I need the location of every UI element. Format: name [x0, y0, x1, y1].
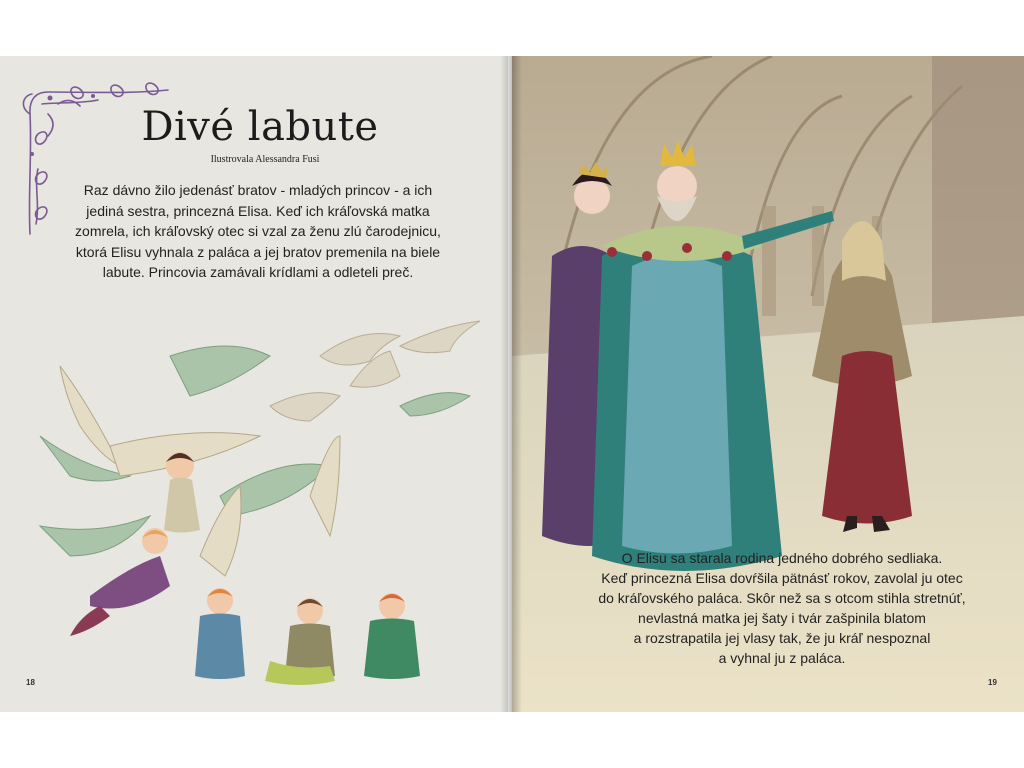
text-line: labute. Princovia zamávali krídlami a odleteli preč.	[102, 264, 414, 280]
text-line: ktorá Elisu vyhnala z paláca a jej bratov premenila na biele	[75, 243, 441, 260]
text-line: a rozstrapatila jej vlasy tak, že ju kráľ nespoznal	[633, 630, 931, 646]
intro-paragraph	[58, 180, 458, 283]
story-paragraph	[572, 548, 992, 668]
page-number: 19	[988, 678, 997, 687]
text-line: zomrela, ich kráľovský otec si vzal za ženu zlú čarodejnicu,	[75, 223, 441, 239]
right-page	[512, 56, 1024, 712]
text-line: a vyhnal ju z paláca.	[718, 650, 846, 666]
text-line: O Elisu sa starala rodina jedného dobrého sedliaka.	[621, 550, 943, 566]
text-line: do kráľovského paláca. Skôr než sa s otcom stihla stretnúť,	[598, 590, 966, 606]
swan-princes-illustration	[20, 296, 500, 696]
illustrator-credit: Ilustrovala Alessandra Fusi	[210, 154, 320, 165]
story-title: Divé labute	[141, 104, 379, 150]
text-line: jediná sestra, princezná Elisa. Keď ich kráľovská matka	[86, 202, 430, 219]
book-spread	[0, 56, 1024, 712]
text-line: nevlastná matka jej šaty i tvár zašpinila blatom	[638, 610, 926, 626]
page-number: 18	[26, 678, 35, 687]
text-line: Keď princezná Elisa dovŕšila pätnásť rokov, zavolal ju otec	[601, 570, 963, 586]
text-line: Raz dávno žilo jedenásť bratov - mladých princov - a ich	[83, 182, 433, 198]
book-gutter	[500, 56, 522, 712]
left-page	[0, 56, 508, 712]
